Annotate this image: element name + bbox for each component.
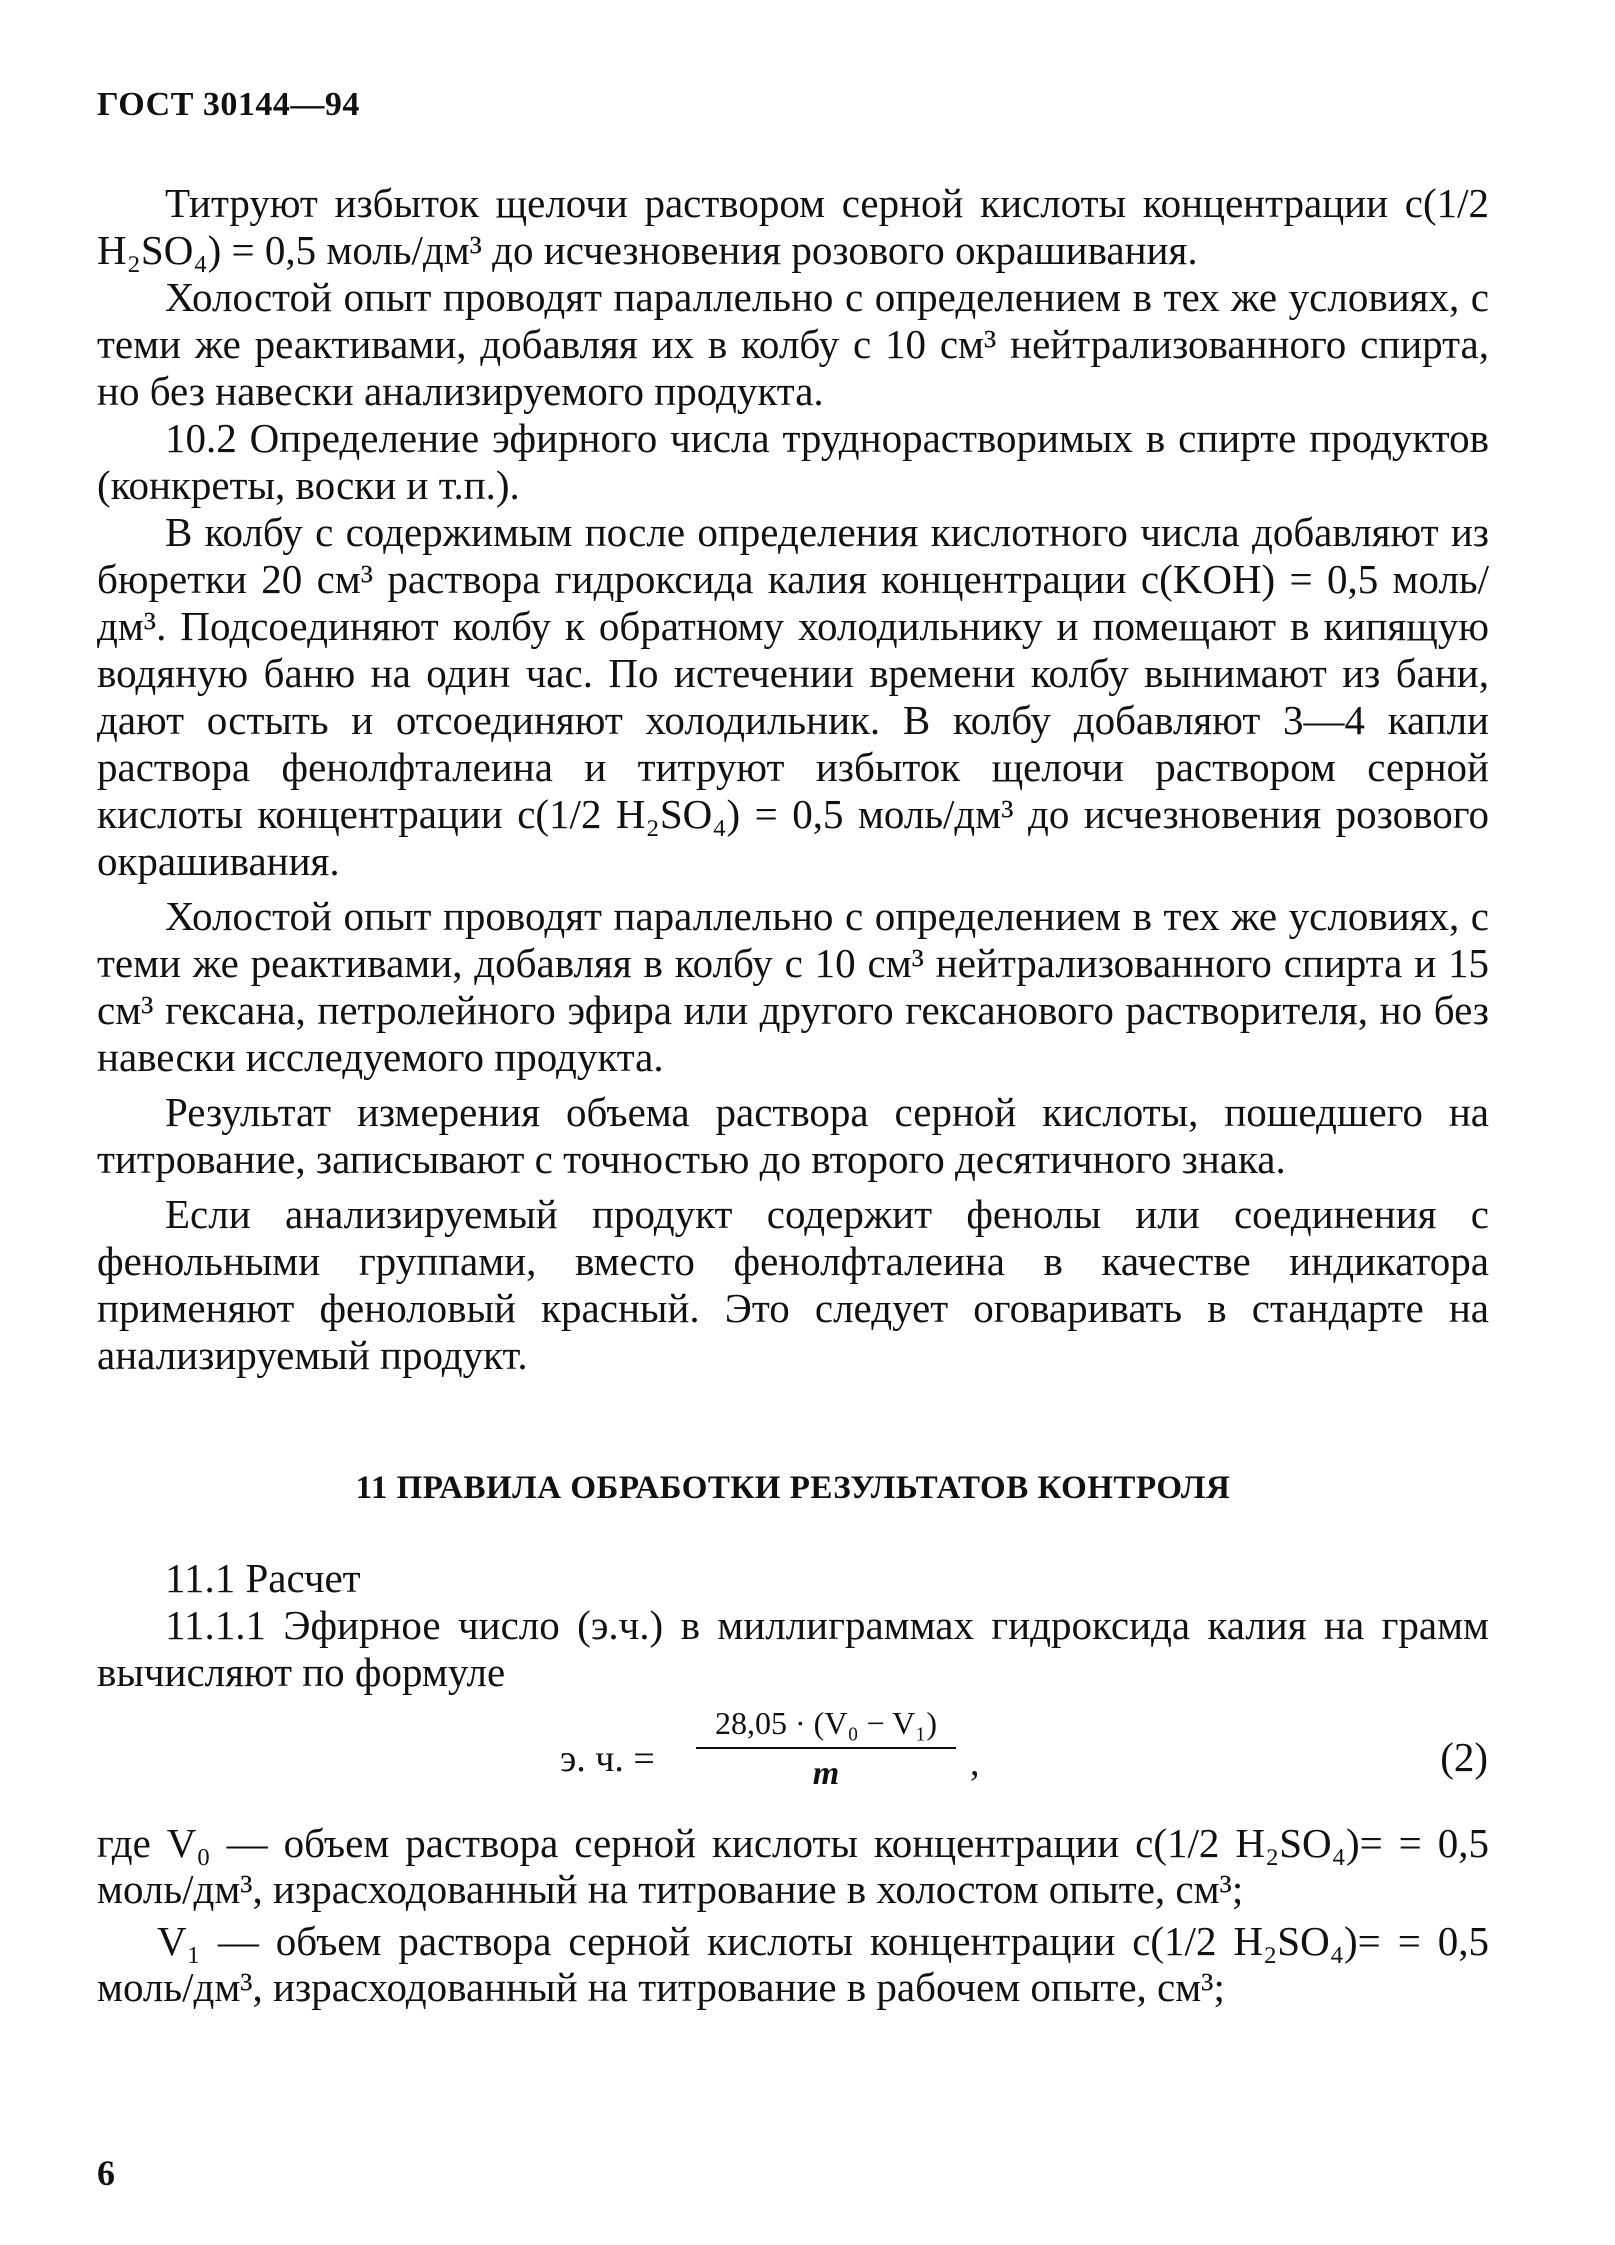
paragraph: Титруют избыток щелочи раствором серной кислоты концентрации c(1/2 H₂SO₄) = 0,5 моль/дм³ до исчезновения розового окрашивания. bbox=[97, 180, 1489, 273]
paragraph: 11.1.1 Эфирное число (э.ч.) в миллиграммах гидроксида калия на грамм вычисляют по формуле bbox=[97, 1602, 1489, 1695]
definition-v0: где V₀ — объем раствора серной кислоты концентрации c(1/2 H₂SO₄)= = 0,5 моль/дм³, израсходованный на титрование в холостом опыте, см³; bbox=[97, 1820, 1489, 1912]
page-number: 6 bbox=[97, 2153, 115, 2193]
formula-trailing: , bbox=[970, 1742, 980, 1784]
paragraph: Холостой опыт проводят параллельно с определением в тех же условиях, с теми же реактивами, добавляя их в колбу с 10 см³ нейтрализованного спирта, но без навески анализируемого продукта. bbox=[97, 274, 1489, 414]
subsection-heading: 11.1 Расчет bbox=[165, 1555, 361, 1601]
formula-lhs: э. ч. = bbox=[560, 1738, 655, 1780]
paragraph: Холостой опыт проводят параллельно с определением в тех же условиях, с теми же реактивами, добавляя в колбу с 10 см³ нейтрализованного спирта и 15 см³ гексана, петролейного эфира или другого гексанового растворителя, но без навески исследуемого продукта. bbox=[97, 893, 1489, 1080]
fraction-bar bbox=[696, 1747, 956, 1749]
paragraph: Результат измерения объема раствора серной кислоты, пошедшего на титрование, записывают с точностью до второго десятичного знака. bbox=[97, 1089, 1489, 1182]
section-title: 11 ПРАВИЛА ОБРАБОТКИ РЕЗУЛЬТАТОВ КОНТРОЛЯ bbox=[355, 1470, 1231, 1506]
formula bbox=[560, 1703, 1500, 1813]
document-header: ГОСТ 30144—94 bbox=[97, 86, 360, 123]
definition-v1: V₁ — объем раствора серной кислоты концентрации c(1/2 H₂SO₄)= = 0,5 моль/дм³, израсходованный на титрование в рабочем опыте, см³; bbox=[97, 1918, 1489, 2010]
paragraph: В колбу с содержимым после определения кислотного числа добавляют из бюретки 20 см³ раствора гидроксида калия концентрации c(KOH) = 0,5 моль/дм³. Подсоединяют колбу к обратному холодильнику и помещают в кипящую водяную баню на один час. По истечении времени колбу вынимают из бани, дают остыть и отсоединяют холодильник. В колбу добавляют 3—4 капли раствора фенолфталеина и титруют избыток щелочи раствором серной кислоты концентрации c(1/2 H₂SO₄) = 0,5 моль/дм³ до исчезновения розового окрашивания. bbox=[97, 509, 1489, 884]
formula-fraction bbox=[696, 1703, 956, 1793]
formula-number: (2) bbox=[1440, 1734, 1488, 1780]
formula-denominator: m bbox=[812, 1755, 840, 1792]
formula-numerator: 28,05 · (V₀ − V₁) bbox=[715, 1705, 937, 1741]
paragraph: 10.2 Определение эфирного числа труднорастворимых в спирте продуктов (конкреты, воски и т.п.). bbox=[97, 415, 1489, 508]
definitions bbox=[97, 1820, 1489, 2010]
paragraph: Если анализируемый продукт содержит фенолы или соединения с фенольными группами, вместо фенолфталеина в качестве индикатора применяют феноловый красный. Это следует оговаривать в стандарте на анализируемый продукт. bbox=[97, 1191, 1489, 1378]
section-body bbox=[97, 1555, 1489, 1696]
body-text bbox=[97, 180, 1489, 1379]
